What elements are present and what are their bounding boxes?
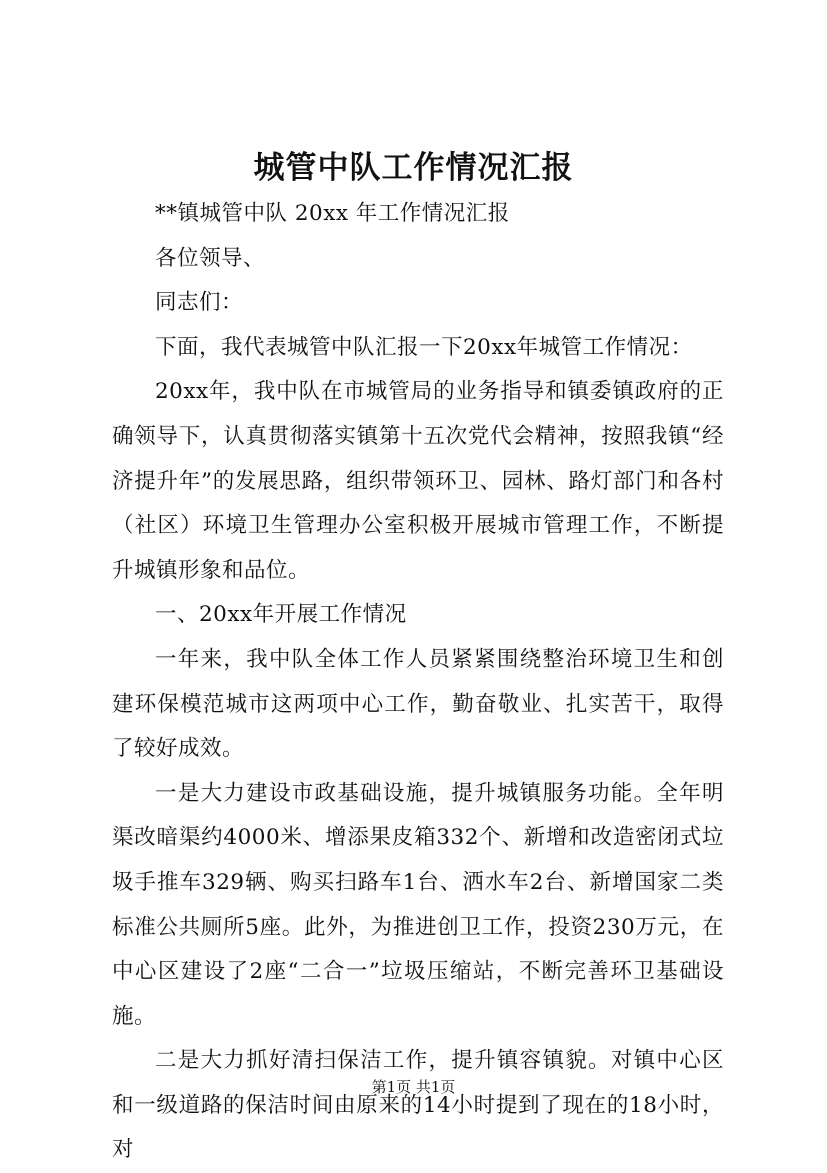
salutation-comrades: 同志们： xyxy=(155,290,244,316)
cleaning-paragraph: 二是大力抓好清扫保洁工作，提升镇容镇貌。对镇中心区和一级道路的保洁时间由原来的14小时提到了现在的18小时，对 xyxy=(112,1048,724,1163)
document-body xyxy=(112,192,724,1173)
summary-paragraph: 一年来，我中队全体工作人员紧紧围绕整治环境卫生和创建环保模范城市这两项中心工作，勤奋敬业、扎实苦干，取得了较好成效。 xyxy=(112,646,724,762)
salutation-leaders: 各位领导、 xyxy=(155,245,266,271)
infrastructure-paragraph: 一是大力建设市政基础设施，提升城镇服务功能。全年明渠改暗渠约4000米、增添果皮箱332个、新增和改造密闭式垃圾手推车329辆、购买扫路车1台、洒水车2台、新增国家二类标准公共厕所5座。此外，为推进创卫工作，投资230万元，在中心区建设了2座“二合一”垃圾压缩站，不断完善环卫基础设施。 xyxy=(112,780,724,1029)
intro-paragraph: 下面，我代表城管中队汇报一下20xx年城管工作情况： xyxy=(155,334,693,360)
document-title: 城管中队工作情况汇报 xyxy=(253,150,574,186)
subtitle-paragraph: **镇城管中队 20xx 年工作情况汇报 xyxy=(155,201,510,226)
overview-paragraph: 20xx年，我中队在市城管局的业务指导和镇委镇政府的正确领导下，认真贯彻落实镇第十五次党代会精神，按照我镇“经济提升年”的发展思路，组织带领环卫、园林、路灯部门和各村（社区）环境卫生管理办公室积极开展城市管理工作，不断提升城镇形象和品位。 xyxy=(112,379,724,583)
page-footer: 第1页 共1页 xyxy=(371,1078,456,1096)
section-heading: 一、20xx年开展工作情况 xyxy=(155,602,407,628)
